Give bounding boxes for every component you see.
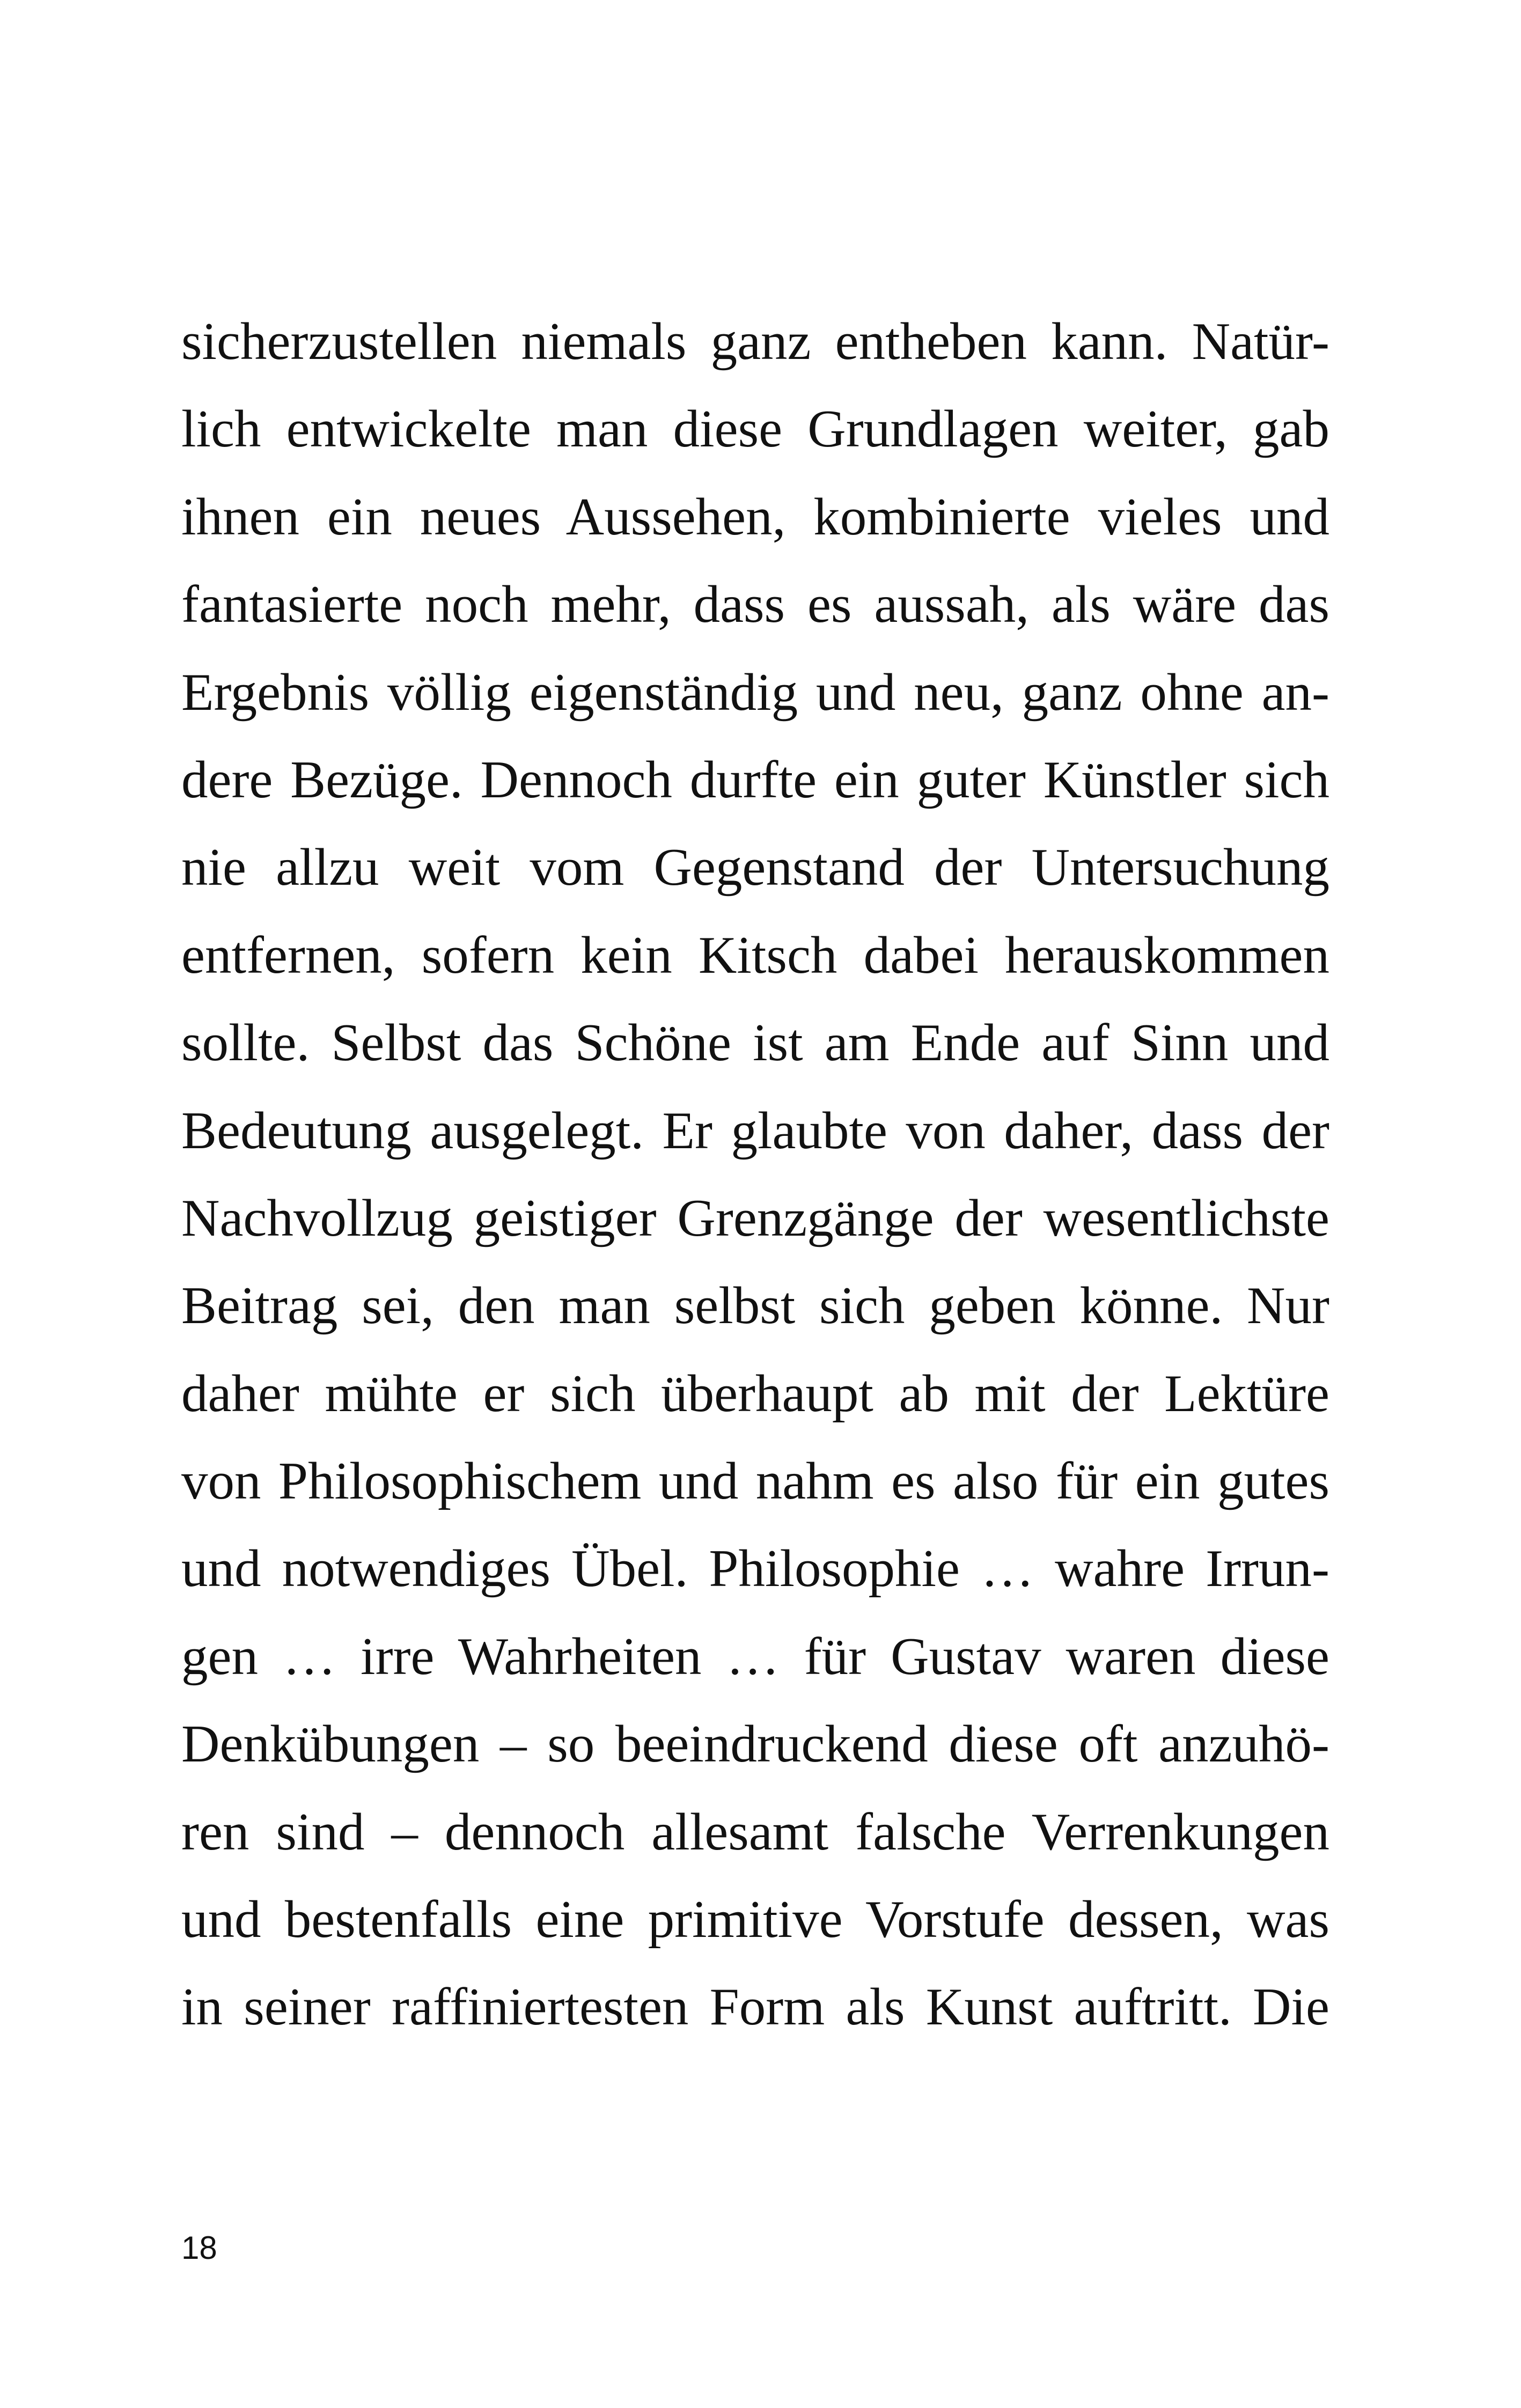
text-line: ren sind – dennoch allesamt falsche Verrenkungen xyxy=(181,1802,1329,1861)
text-line: sicherzustellen niemals ganz entheben kann. Natür- xyxy=(181,312,1329,371)
text-line: ihnen ein neues Aussehen, kombinierte vieles und xyxy=(181,487,1329,546)
text-line: dere Bezüge. Dennoch durfte ein guter Künstler sich xyxy=(181,750,1329,809)
text-line: von Philosophischem und nahm es also für ein gutes xyxy=(181,1452,1329,1511)
text-line: lich entwickelte man diese Grundlagen weiter, gab xyxy=(181,400,1329,459)
body-text xyxy=(181,298,1329,2051)
text-line: gen … irre Wahrheiten … für Gustav waren diese xyxy=(181,1627,1329,1686)
text-line: daher mühte er sich überhaupt ab mit der Lektüre xyxy=(181,1364,1329,1423)
text-line: sollte. Selbst das Schöne ist am Ende auf Sinn und xyxy=(181,1014,1329,1073)
page-number: 18 xyxy=(181,2230,217,2266)
text-line: und notwendiges Übel. Philosophie … wahre Irrun- xyxy=(181,1539,1329,1598)
text-line: in seiner raffiniertesten Form als Kunst auftritt. Die xyxy=(181,1978,1329,2037)
text-line: entfernen, sofern kein Kitsch dabei herauskommen xyxy=(181,926,1329,985)
text-line: Beitrag sei, den man selbst sich geben könne. Nur xyxy=(181,1276,1329,1335)
text-line: Nachvollzug geistiger Grenzgänge der wesentlichste xyxy=(181,1188,1329,1247)
text-line: und bestenfalls eine primitive Vorstufe dessen, was xyxy=(181,1890,1329,1949)
text-line: Bedeutung ausgelegt. Er glaubte von daher, dass der xyxy=(181,1101,1329,1160)
text-line: Denkübungen – so beeindruckend diese oft anzuhö- xyxy=(181,1715,1329,1774)
text-line: fantasierte noch mehr, dass es aussah, als wäre das xyxy=(181,575,1329,634)
text-line: Ergebnis völlig eigenständig und neu, ganz ohne an- xyxy=(181,663,1329,722)
text-line: nie allzu weit vom Gegenstand der Untersuchung xyxy=(181,838,1329,897)
